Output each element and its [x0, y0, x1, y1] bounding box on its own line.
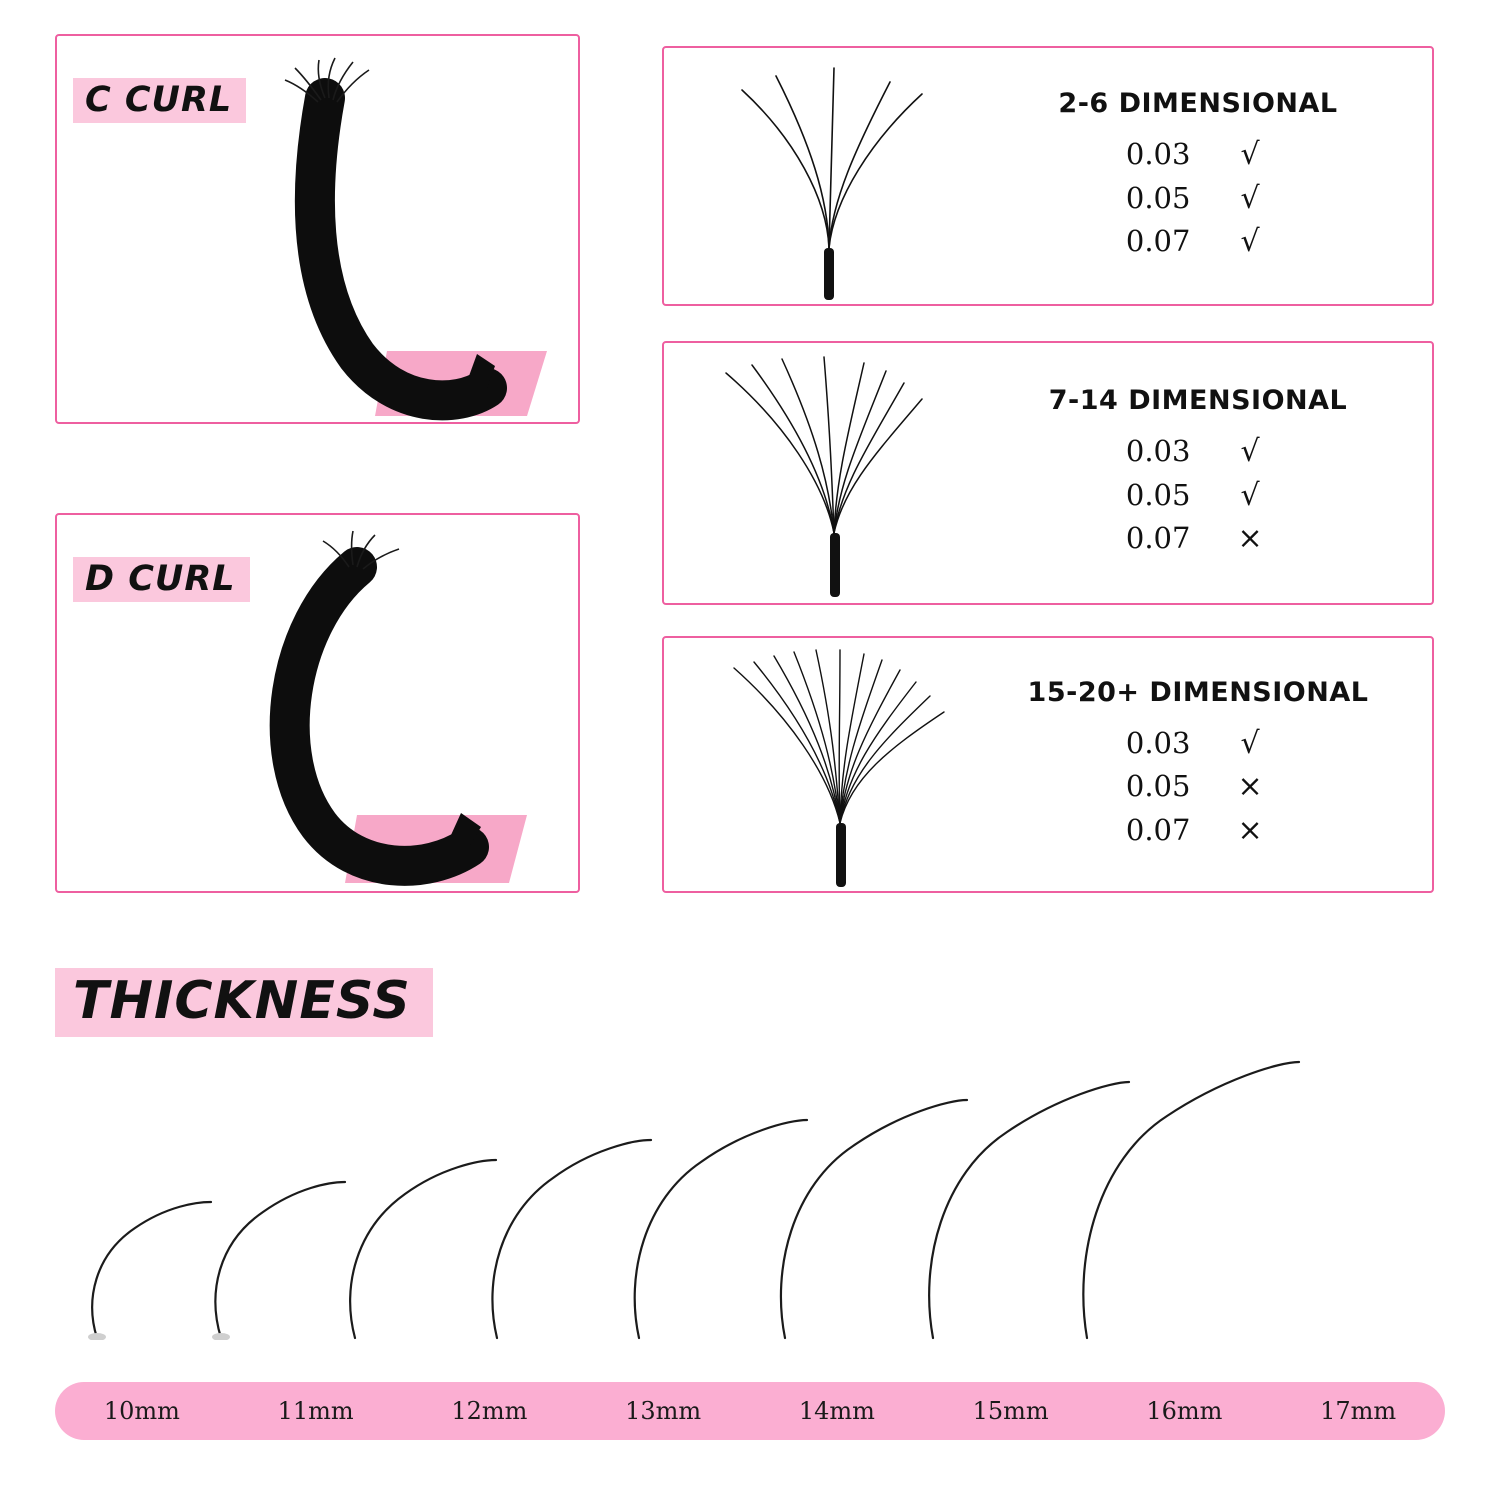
curl-card-d: [55, 513, 580, 893]
fan-illustration-7-14: [664, 343, 994, 603]
fan-illustration-15-20: [664, 638, 994, 891]
dimension-rows: [1126, 133, 1270, 264]
lash-length-illustrations: [55, 1015, 1445, 1345]
thickness-value: 0.05: [1125, 180, 1191, 215]
thickness-value: 0.07: [1125, 521, 1191, 556]
dimension-title: 2-6 DIMENSIONAL: [1058, 88, 1338, 120]
thickness-value: 0.05: [1125, 477, 1191, 512]
dimension-info-7-14: [994, 385, 1432, 561]
dimension-row: [1126, 722, 1270, 766]
length-label: 16mm: [1146, 1397, 1223, 1425]
lash-curve-17mm: [1065, 1010, 1301, 1345]
dimension-rows: [1126, 722, 1270, 853]
availability-mark: √: [1240, 477, 1260, 513]
length-label: 13mm: [625, 1397, 702, 1425]
lash-curve-12mm: [333, 1108, 498, 1345]
length-label: 11mm: [277, 1397, 354, 1425]
fan-illustration-2-6: [664, 48, 994, 304]
dimension-row: [1126, 430, 1270, 474]
curl-card-c: [55, 34, 580, 424]
thickness-value: 0.05: [1125, 769, 1191, 804]
availability-mark: √: [1240, 434, 1260, 470]
dimension-title: 15-20+ DIMENSIONAL: [1027, 676, 1369, 708]
availability-mark: ×: [1237, 769, 1263, 805]
curl-label-c: C CURL: [73, 78, 246, 123]
dimension-info-2-6: [994, 88, 1432, 264]
curl-label-d: D CURL: [73, 557, 250, 602]
thickness-section: [0, 930, 1500, 1500]
dimension-card-7-14: [662, 341, 1434, 605]
length-label: 10mm: [103, 1397, 180, 1425]
thickness-value: 0.03: [1125, 137, 1191, 172]
length-label: 12mm: [451, 1397, 528, 1425]
dimension-row: [1126, 474, 1270, 518]
availability-mark: √: [1240, 137, 1260, 173]
dimension-row: [1126, 177, 1270, 221]
lash-curve-11mm: [197, 1130, 347, 1345]
thickness-heading: THICKNESS: [55, 968, 433, 1037]
availability-mark: √: [1240, 224, 1260, 260]
thickness-value: 0.03: [1125, 434, 1191, 469]
availability-mark: √: [1240, 725, 1260, 761]
dimension-card-15-20: [662, 636, 1434, 893]
availability-mark: ×: [1237, 521, 1263, 557]
dimension-row: [1126, 765, 1270, 809]
length-label: 15mm: [972, 1397, 1049, 1425]
length-scale-bar: [55, 1382, 1445, 1440]
length-label: 14mm: [798, 1397, 875, 1425]
availability-mark: ×: [1237, 812, 1263, 848]
thickness-value: 0.03: [1125, 725, 1191, 760]
dimension-row: [1126, 809, 1270, 853]
dimension-row: [1126, 517, 1270, 561]
dimension-card-2-6: [662, 46, 1434, 306]
length-label: 17mm: [1320, 1397, 1397, 1425]
availability-mark: √: [1240, 180, 1260, 216]
dimension-row: [1126, 220, 1270, 264]
dimension-rows: [1126, 430, 1270, 561]
dimension-title: 7-14 DIMENSIONAL: [1048, 385, 1348, 417]
dimension-row: [1126, 133, 1270, 177]
lash-curve-10mm: [75, 1150, 215, 1345]
thickness-value: 0.07: [1125, 224, 1191, 259]
dimension-info-15-20: [994, 677, 1432, 853]
thickness-value: 0.07: [1125, 812, 1191, 847]
